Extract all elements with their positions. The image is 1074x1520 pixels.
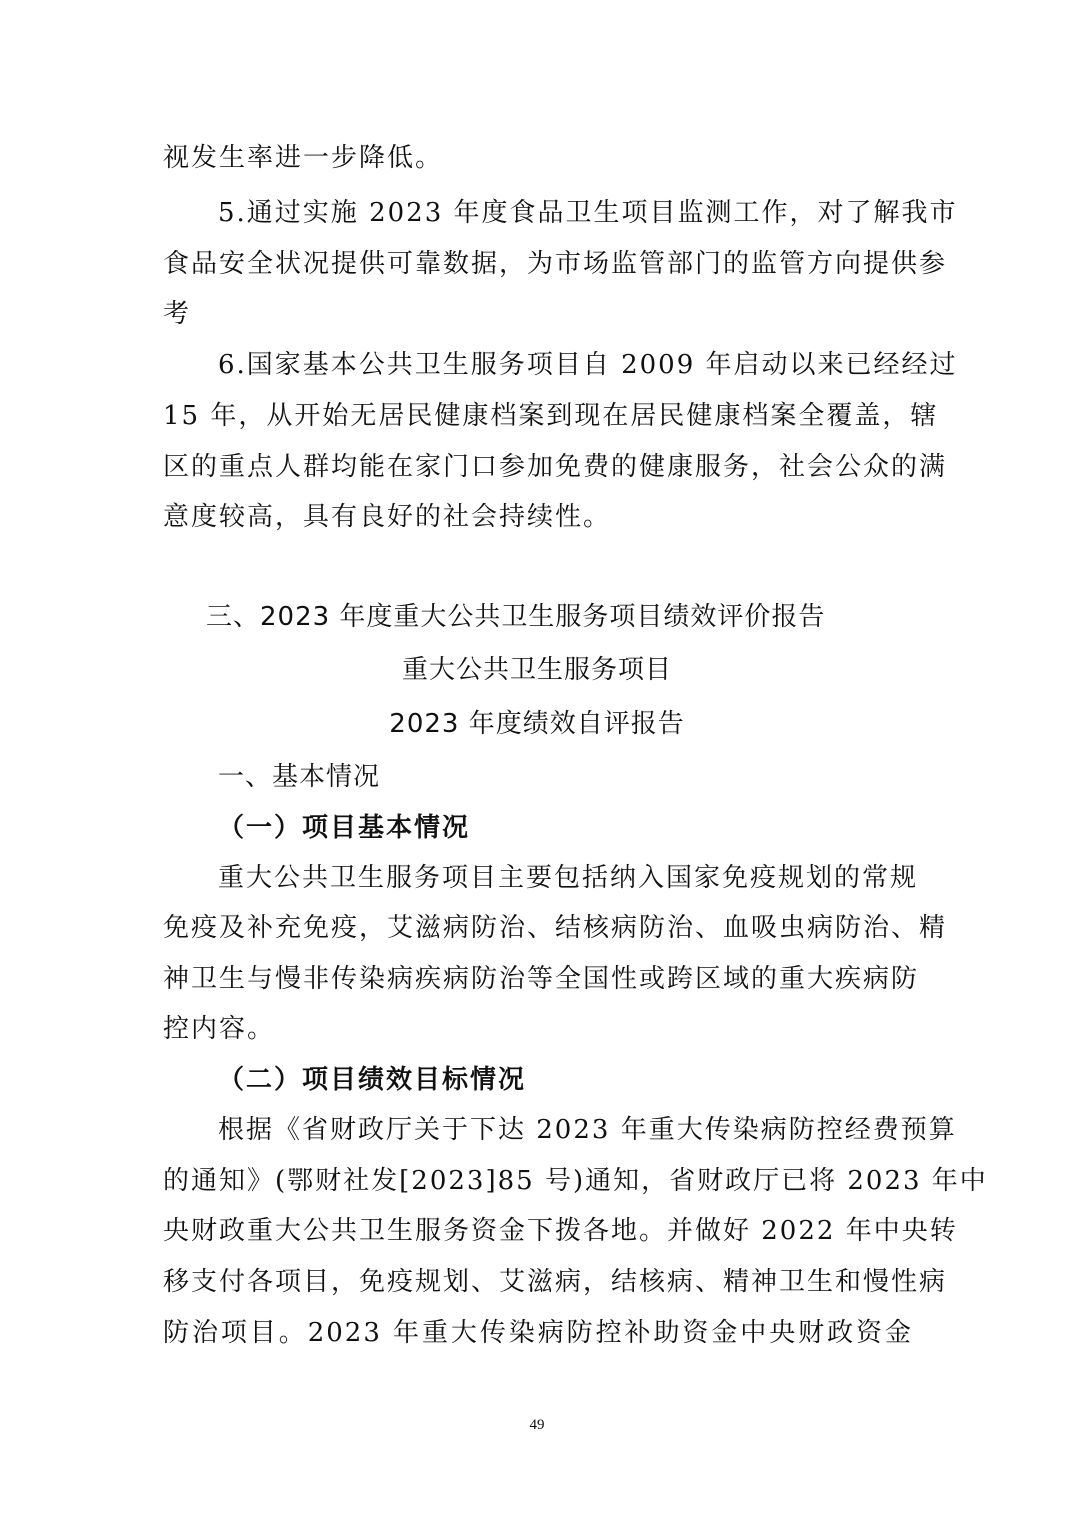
sub2-line: 的通知》(鄂财社发[2023]85 号)通知，省财政厅已将 2023 年中: [163, 1166, 988, 1196]
item5-line: 考: [163, 299, 192, 329]
sub1-line: 免疫及补充免疫，艾滋病防治、结核病防治、血吸虫病防治、精: [163, 913, 948, 943]
sub2-line: 央财政重大公共卫生服务资金下拨各地。并做好 2022 年中央转: [163, 1216, 958, 1246]
item5-line: 食品安全状况提供可靠数据，为市场监管部门的监管方向提供参: [163, 249, 948, 279]
sub2-line: 防治项目。2023 年重大传染病防控补助资金中央财政资金: [163, 1318, 913, 1348]
item6-line: 区的重点人群均能在家门口参加免费的健康服务，社会公众的满: [163, 452, 948, 482]
sub1-line: 神卫生与慢非传染病疾病防治等全国性或跨区域的重大疾病防: [163, 964, 920, 994]
sub2-line: 根据《省财政厅关于下达 2023 年重大传染病防控经费预算: [218, 1115, 957, 1145]
subsection-title: （一）项目基本情况: [218, 813, 471, 843]
report-title-line2: 2023 年度绩效自评报告: [389, 709, 685, 739]
sub2-line: 移支付各项目，免疫规划、艾滋病，结核病、精神卫生和慢性病: [163, 1267, 948, 1297]
paragraph-line: 视发生率进一步降低。: [163, 143, 444, 173]
subsection-title: （二）项目绩效目标情况: [218, 1065, 527, 1095]
report-title-line1: 重大公共卫生服务项目: [401, 655, 672, 685]
page-number: 49: [529, 1417, 545, 1433]
item6-line: 15 年，从开始无居民健康档案到现在居民健康档案全覆盖，辖: [163, 401, 939, 431]
item6-line: 6.国家基本公共卫生服务项目自 2009 年启动以来已经经过: [218, 350, 958, 380]
basic-info-heading: 一、基本情况: [218, 762, 381, 792]
section-title: 三、2023 年度重大公共卫生服务项目绩效评价报告: [206, 602, 826, 632]
item6-line: 意度较高，具有良好的社会持续性。: [163, 502, 612, 532]
sub1-line: 控内容。: [163, 1014, 276, 1044]
item5-line: 5.通过实施 2023 年度食品卫生项目监测工作，对了解我市: [218, 198, 958, 228]
sub1-line: 重大公共卫生服务项目主要包括纳入国家免疫规划的常规: [218, 863, 919, 893]
